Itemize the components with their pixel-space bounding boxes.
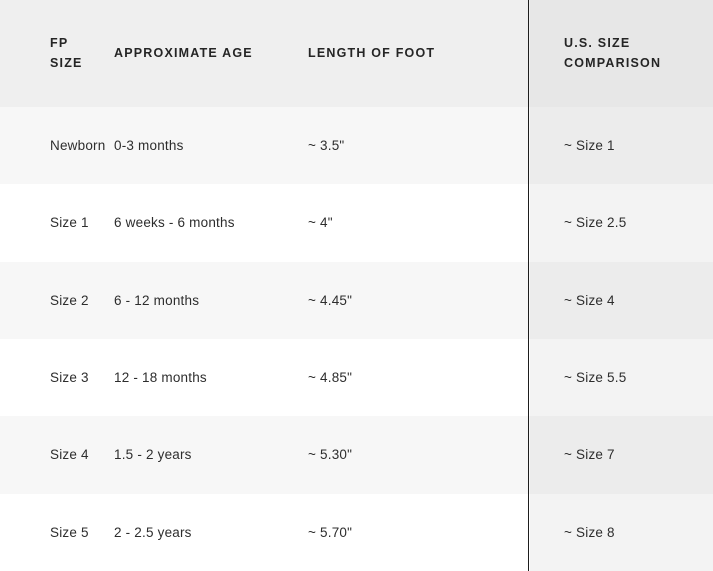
column-header-us-size-comparison (530, 0, 713, 107)
column-header-fp-size (0, 0, 114, 107)
cell-fp-size-text: Newborn (50, 138, 106, 154)
cell-fp-size (0, 262, 114, 339)
cell-approximate-age-text: 1.5 - 2 years (114, 447, 192, 463)
cell-us-size (530, 184, 713, 261)
cell-fp-size (0, 416, 114, 493)
cell-approximate-age (114, 494, 308, 571)
cell-fp-size-text: Size 5 (50, 524, 89, 540)
cell-us-size (530, 107, 713, 184)
column-header-approximate-age-label: APPROXIMATE AGE (114, 45, 253, 60)
cell-fp-size-text: Size 4 (50, 447, 89, 463)
table-row (0, 107, 713, 184)
cell-approximate-age (114, 107, 308, 184)
cell-us-size-text: ~ Size 2.5 (564, 215, 627, 231)
cell-length-of-foot-text: ~ 4.85" (308, 370, 353, 386)
cell-length-of-foot (308, 494, 530, 571)
cell-us-size (530, 494, 713, 571)
cell-us-size-text: ~ Size 1 (564, 138, 615, 154)
cell-length-of-foot (308, 339, 530, 416)
cell-fp-size-text: Size 1 (50, 215, 89, 231)
column-header-approximate-age (114, 0, 308, 107)
cell-length-of-foot-text: ~ 5.70" (308, 524, 353, 540)
cell-length-of-foot-text: ~ 3.5" (308, 138, 345, 154)
cell-approximate-age-text: 12 - 18 months (114, 370, 207, 386)
column-divider-line (528, 0, 529, 571)
cell-length-of-foot-text: ~ 4.45" (308, 292, 353, 308)
cell-fp-size-text: Size 2 (50, 292, 89, 308)
cell-fp-size (0, 107, 114, 184)
cell-approximate-age (114, 262, 308, 339)
cell-approximate-age (114, 184, 308, 261)
cell-us-size-text: ~ Size 7 (564, 447, 615, 463)
table-header (0, 0, 713, 107)
cell-length-of-foot-text: ~ 5.30" (308, 447, 353, 463)
column-header-length-of-foot-label: LENGTH OF FOOT (308, 45, 436, 60)
cell-us-size (530, 339, 713, 416)
table-row (0, 416, 713, 493)
cell-approximate-age-text: 0-3 months (114, 138, 184, 154)
cell-fp-size (0, 494, 114, 571)
column-header-us-size-comparison-label: U.S. SIZE COMPARISON (564, 36, 662, 70)
cell-length-of-foot-text: ~ 4" (308, 215, 333, 231)
column-header-fp-size-label: FP SIZE (50, 36, 83, 70)
cell-fp-size (0, 339, 114, 416)
cell-approximate-age (114, 416, 308, 493)
cell-approximate-age-text: 6 weeks - 6 months (114, 215, 235, 231)
cell-fp-size-text: Size 3 (50, 370, 89, 386)
header-row (0, 0, 713, 107)
table-row (0, 184, 713, 261)
cell-fp-size (0, 184, 114, 261)
cell-us-size-text: ~ Size 4 (564, 292, 615, 308)
cell-length-of-foot (308, 107, 530, 184)
table-body (0, 107, 713, 571)
cell-approximate-age-text: 2 - 2.5 years (114, 524, 192, 540)
cell-approximate-age-text: 6 - 12 months (114, 292, 200, 308)
cell-approximate-age (114, 339, 308, 416)
cell-us-size-text: ~ Size 8 (564, 524, 615, 540)
cell-length-of-foot (308, 262, 530, 339)
cell-us-size (530, 416, 713, 493)
table-row (0, 262, 713, 339)
column-header-length-of-foot (308, 0, 530, 107)
cell-us-size-text: ~ Size 5.5 (564, 370, 627, 386)
table-row (0, 494, 713, 571)
cell-length-of-foot (308, 416, 530, 493)
cell-us-size (530, 262, 713, 339)
cell-length-of-foot (308, 184, 530, 261)
table-row (0, 339, 713, 416)
